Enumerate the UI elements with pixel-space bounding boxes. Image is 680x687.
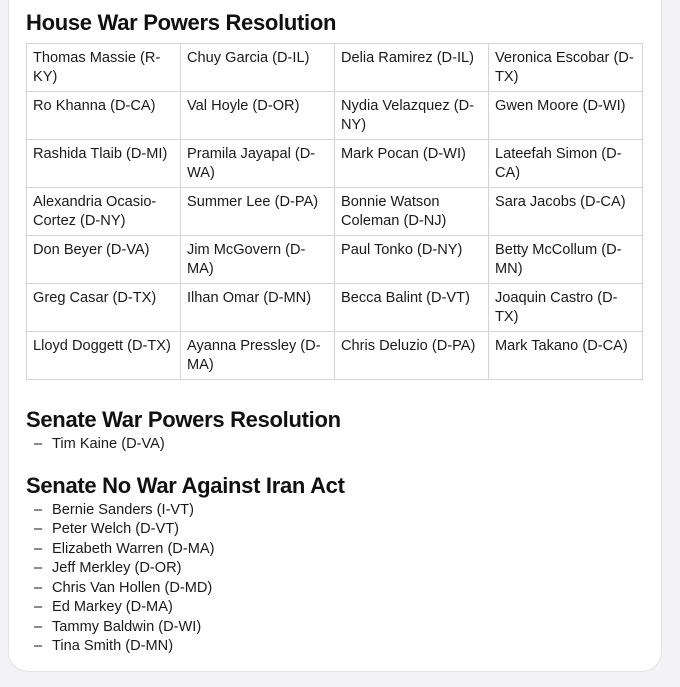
house-members-table-body: [27, 44, 643, 380]
member-cell: Gwen Moore (D-WI): [489, 92, 643, 140]
member-cell: Thomas Massie (R-KY): [27, 44, 181, 92]
list-item: [34, 598, 646, 618]
house-members-table: [26, 43, 643, 380]
member-cell: Chris Deluzio (D-PA): [335, 332, 489, 380]
member-cell: Don Beyer (D-VA): [27, 236, 181, 284]
member-cell: Lateefah Simon (D-CA): [489, 140, 643, 188]
senate-wpr-title: Senate War Powers Resolution: [26, 407, 341, 432]
member-cell: Ayanna Pressley (D-MA): [181, 332, 335, 380]
table-row: [27, 44, 643, 92]
list-item: [34, 618, 646, 638]
member-cell: Veronica Escobar (D-TX): [489, 44, 643, 92]
senator-name: Elizabeth Warren (D-MA): [52, 540, 215, 557]
member-cell: Mark Takano (D-CA): [489, 332, 643, 380]
dash-bullet: –: [34, 618, 43, 635]
dash-bullet: –: [34, 579, 43, 596]
senator-name: Ed Markey (D-MA): [52, 599, 173, 615]
dash-bullet: –: [34, 540, 43, 557]
member-cell: Delia Ramirez (D-IL): [335, 44, 489, 92]
member-cell: Summer Lee (D-PA): [181, 188, 335, 236]
senator-name: Tina Smith (D-MN): [52, 638, 174, 654]
member-cell: Pramila Jayapal (D-WA): [181, 140, 335, 188]
senate-nwai-section: [26, 471, 646, 657]
content: [26, 8, 646, 657]
list-item: [34, 559, 646, 579]
table-row: [27, 140, 643, 188]
senator-name: Bernie Sanders (I-VT): [52, 501, 194, 518]
content-card: [8, 0, 662, 672]
member-cell: Jim McGovern (D-MA): [181, 236, 335, 284]
member-cell: Nydia Velazquez (D-NY): [335, 92, 489, 140]
list-item: [34, 435, 646, 455]
member-cell: Greg Casar (D-TX): [27, 284, 181, 332]
member-cell: Rashida Tlaib (D-MI): [27, 140, 181, 188]
senator-name: Tim Kaine (D-VA): [52, 436, 165, 452]
table-row: [27, 284, 643, 332]
list-item: [34, 637, 646, 657]
table-row: [27, 92, 643, 140]
senate-wpr-section: [26, 405, 646, 455]
list-item: [34, 579, 646, 599]
member-cell: Bonnie Watson Coleman (D-NJ): [335, 188, 489, 236]
member-cell: Lloyd Doggett (D-TX): [27, 332, 181, 380]
member-cell: Betty McCollum (D-MN): [489, 236, 643, 284]
dash-bullet: –: [34, 436, 43, 452]
member-cell: Mark Pocan (D-WI): [335, 140, 489, 188]
list-item: [34, 540, 646, 560]
senate-nwai-title: Senate No War Against Iran Act: [26, 472, 345, 498]
member-cell: Val Hoyle (D-OR): [181, 92, 335, 140]
dash-bullet: –: [34, 638, 43, 654]
senate-wpr-list: [26, 435, 646, 455]
table-row: [27, 236, 643, 284]
member-cell: Joaquin Castro (D-TX): [489, 284, 643, 332]
member-cell: Paul Tonko (D-NY): [335, 236, 489, 284]
dash-bullet: –: [34, 501, 43, 518]
dash-bullet: –: [34, 599, 43, 615]
dash-bullet: –: [34, 560, 43, 576]
table-row: [27, 332, 643, 380]
senator-name: Tammy Baldwin (D-WI): [52, 618, 202, 635]
dash-bullet: –: [34, 521, 43, 537]
member-cell: Ilhan Omar (D-MN): [181, 284, 335, 332]
senator-name: Jeff Merkley (D-OR): [52, 560, 182, 576]
list-item: [34, 501, 646, 521]
list-item: [34, 520, 646, 540]
house-section-title: House War Powers Resolution: [26, 10, 337, 35]
member-cell: Ro Khanna (D-CA): [27, 92, 181, 140]
member-cell: Sara Jacobs (D-CA): [489, 188, 643, 236]
senator-name: Peter Welch (D-VT): [52, 521, 180, 537]
senator-name: Chris Van Hollen (D-MD): [52, 579, 213, 596]
member-cell: Becca Balint (D-VT): [335, 284, 489, 332]
table-row: [27, 188, 643, 236]
senate-nwai-list: [26, 501, 646, 657]
member-cell: Alexandria Ocasio-Cortez (D-NY): [27, 188, 181, 236]
member-cell: Chuy Garcia (D-IL): [181, 44, 335, 92]
